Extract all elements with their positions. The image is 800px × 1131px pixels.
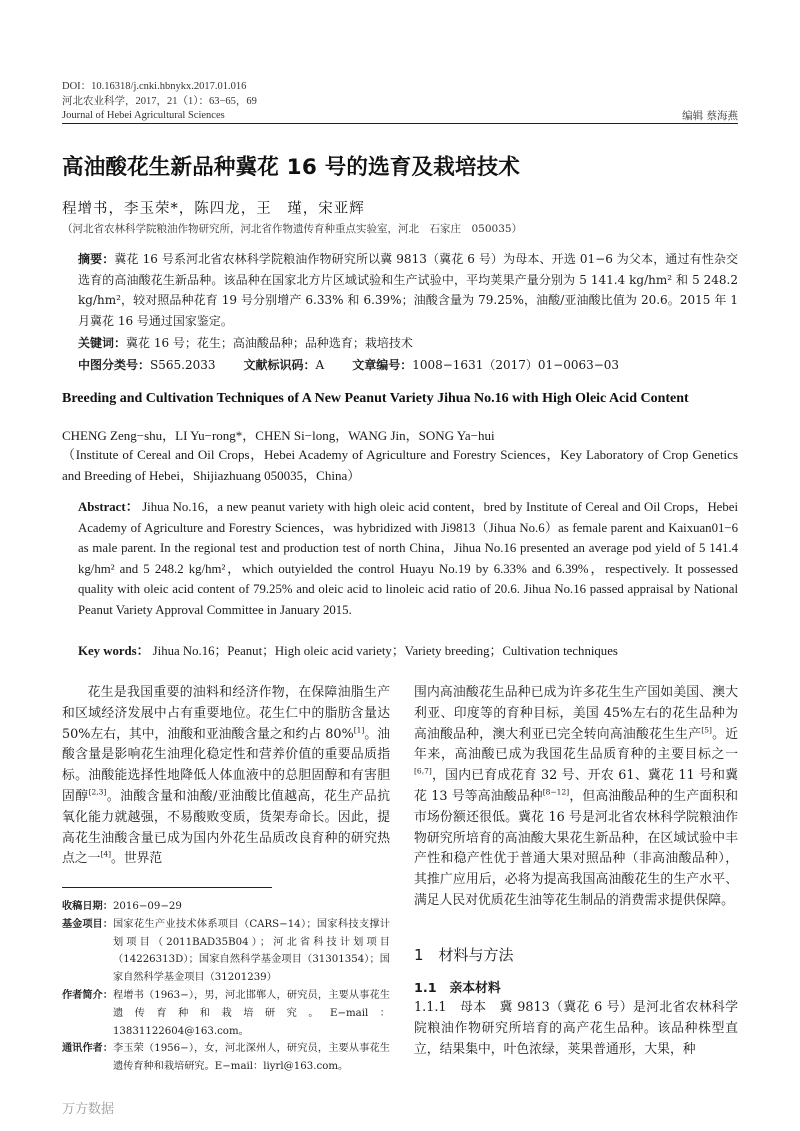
english-abstract-text: Jihua No.16，a new peanut variety with high oleic acid content，bred by Institute of Cereal and Oil Crops，Hebei Academy of Agriculture and Forestry Sciences，was hybridized with Ji9813（Jihua No.6）as female parent and Kaixuan01−6 as male parent. In the regional test and production test of north China，Jihua No.16 presented an average pod yield of 5 141.4 kg/hm² and 5 248.2 kg/hm²，which outyielded the control Huayu No.19 by 6.33% and 6.39%，respectively. It possessed quality with oleic acid content of 79.25% and oleic acid to linoleic acid ratio of 20.6. Jihua No.16 passed appraisal by National Peanut Variety Approval Committee in January 2015.	[78, 500, 738, 617]
abstract-cn	[78, 249, 738, 331]
footnote-received	[62, 898, 390, 916]
body-right-text-4: ，但高油酸品种的生产面积和市场份额还很低。冀花 16 号是河北省农林科学院粮油作物研究所培育的高油酸大果花生新品种，在区域试验中丰产性和稳产性优于普通大果对照品种（非高油酸品种），其推广应用后，必将为提高我国高油酸花生的生产水平、满足人民对优质花生油等花生制品的消费需求提供保障。	[414, 788, 738, 908]
footnote-label: 通讯作者：	[62, 1043, 113, 1055]
english-keywords	[78, 640, 618, 659]
footnote-funding	[62, 916, 390, 987]
footnote-author	[62, 987, 390, 1040]
body-left-text-3: 。油酸含量和油酸/亚油酸比值越高，花生产品抗氧化能力就越强，不易酸败变质，货架寿命长。因此，提高花生油酸含量已成为国内外花生品质改良育种的研究热点之一	[62, 788, 391, 867]
footnote-label: 收稿日期：	[62, 901, 113, 912]
keywords-cn	[78, 333, 738, 354]
subsection-paragraph: 1.1.1 母本 冀 9813（冀花 6 号）是河北省农林科学院粮油作物研究所培育的高产花生品种。该品种株型直立，结果集中，叶色浓绿，荚果普通形，大果，种	[414, 1000, 738, 1057]
footnote-text: 程增书（1963−），男，河北邯郸人，研究员，主要从事花生遗传育种和栽培研究。E−mail：13831122604@163.com。	[112, 989, 390, 1037]
body-left-text-1: 花生是我国重要的油料和经济作物，在保障油脂生产和区域经济发展中占有重要地位。花生仁中的脂肪含量达 50%左右，其中，油酸和亚油酸含量之和约占 80%	[62, 685, 390, 742]
subsection-heading: 1.1 亲本材料	[414, 981, 501, 996]
english-keywords-label: Key words：	[78, 644, 150, 658]
article-number-value: 1008−1631（2017）01−0063−03	[412, 358, 620, 372]
citation-ref: [2,3]	[88, 787, 107, 797]
english-abstract	[78, 497, 738, 621]
body-right-text-1: 围内高油酸花生品种已成为许多花生生产国如美国、澳大利亚、印度等的育种目标，美国 45%左右的花生品种为高油酸品种，澳大利亚已完全转向高油酸花生生产	[414, 685, 738, 742]
keywords-cn-text: 冀花 16 号；花生；高油酸品种；品种选育；栽培技术	[126, 336, 413, 350]
clc-value: S565.2033	[150, 358, 216, 372]
body-right-column	[414, 683, 738, 912]
citation-ref: [6,7]	[414, 766, 432, 776]
doc-code-label: 文献标识码：	[243, 358, 316, 372]
keywords-cn-label: 关键词：	[78, 336, 127, 350]
body-left-text-4: 。世界范	[111, 851, 163, 867]
abstract-cn-label: 摘要：	[78, 252, 115, 266]
header-rule	[62, 123, 738, 124]
clc-label: 中图分类号：	[78, 358, 151, 372]
section-heading: 1 材料与方法	[414, 946, 514, 964]
doc-code-value: A	[315, 358, 325, 372]
english-abstract-label: Abstract：	[78, 500, 139, 514]
article-title: 高油酸花生新品种冀花 16 号的选育及栽培技术	[62, 155, 520, 180]
english-authors: CHENG Zeng−shu，LI Yu−rong*，CHEN Si−long，WANG Jin，SONG Ya−hui	[62, 428, 495, 443]
watermark: 万方数据	[62, 1102, 115, 1117]
affiliation: （河北省农林科学院粮油作物研究所，河北省作物遗传育种重点实验室，河北 石家庄 050035）	[62, 223, 523, 235]
footnote-label: 作者简介：	[62, 989, 113, 1001]
english-keywords-text: Jihua No.16；Peanut；High oleic acid variety；Variety breeding；Cultivation techniques	[152, 644, 618, 658]
footnotes	[62, 898, 390, 1076]
footnote-text: 国家花生产业技术体系项目（CARS−14）；国家科技支撑计划项目（2011BAD35B04）；河北省科技计划项目（14226313D）；国家自然科学基金项目（31301354）；国家自然科学基金项目（31201239）	[112, 918, 390, 984]
abstract-cn-text: 冀花 16 号系河北省农林科学院粮油作物研究所以冀 9813（冀花 6 号）为母本、开选 01−6 为父本，通过有性杂交选育的高油酸花生新品种。该品种在国家北方片区域试验和生产试验中，平均荚果产量分别为 5 141.4 kg/hm² 和 5 248.2 kg/hm²，较对照品种花育 19 号分别增产 6.33% 和 6.39%；油酸含量为 79.25%，油酸/亚油酸比值为 20.6。2015 年 1 月冀花 16 号通过国家鉴定。	[78, 252, 738, 328]
doi-line: DOI：10.16318/j.cnki.hbnykx.2017.01.016	[62, 81, 247, 92]
citation-ref: [5]	[701, 725, 712, 735]
footnote-rule	[62, 887, 272, 888]
footnote-text: 2016−09−29	[112, 901, 182, 912]
english-affiliation: （Institute of Cereal and Oil Crops，Hebei Academy of Agriculture and Forestry Sciences，Key Laboratory of Crop Genetics and Breeding of Hebei，Shijiazhuang 050035，China）	[62, 447, 738, 483]
article-number-label: 文章编号：	[352, 358, 413, 372]
editor-note: 编辑 蔡海燕	[682, 110, 738, 122]
journal-cn-line: 河北农业科学，2017，21（1）：63−65，69	[62, 95, 257, 107]
classification-line	[78, 355, 738, 376]
citation-ref: [4]	[100, 850, 112, 860]
footnote-text: 李玉荣（1956−），女，河北深州人，研究员，主要从事花生遗传育种和栽培研究。E−mail：liyrl@163.com。	[112, 1043, 390, 1073]
english-title: Breeding and Cultivation Techniques of A New Peanut Variety Jihua No.16 with High Oleic Acid Content	[62, 391, 689, 406]
footnote-label: 基金项目：	[62, 918, 113, 930]
author-list: 程增书，李玉荣*，陈四龙，王 瑾，宋亚辉	[62, 201, 365, 217]
journal-en-line: Journal of Hebei Agricultural Sciences	[62, 110, 225, 121]
journal-header	[62, 80, 257, 124]
citation-ref: [1]	[353, 725, 365, 735]
body-right-text-2: 。近年来，高油酸已成为我国花生品质育种的主要目标之一	[414, 726, 739, 763]
body-left-column	[62, 683, 390, 870]
body-right-text-3: ，国内已育成花育 32 号、开农 61、冀花 11 号和冀花 13 号等高油酸品种	[414, 768, 738, 804]
body-left-text-2: 。油酸含量是影响花生油理化稳定性和营养价值的重要品质指标。油酸能选择性地降低人体血液中的总胆固醇和有害胆固醇	[62, 726, 390, 804]
citation-ref: [8−12]	[542, 787, 570, 797]
footnote-corresponding	[62, 1040, 390, 1076]
